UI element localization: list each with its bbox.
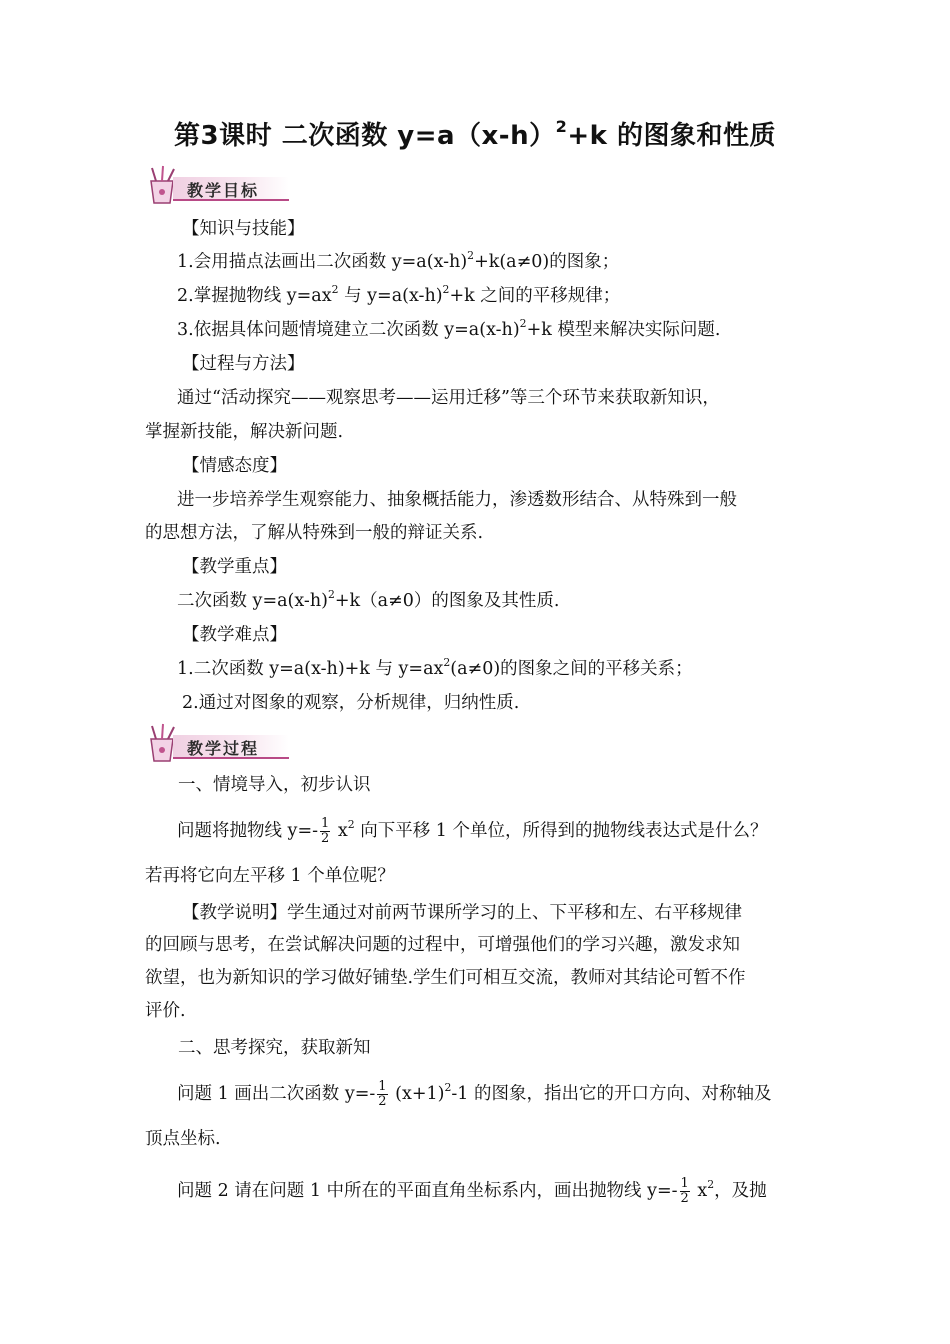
section-banner-process bbox=[143, 723, 293, 763]
process-method-text-1: 通过“活动探究——观察思考——运用迁移”等三个环节来获取新知识， bbox=[177, 388, 720, 408]
attitude-heading: 【情感态度】 bbox=[182, 456, 287, 476]
title-superscript: 2 bbox=[555, 116, 568, 136]
banner-label: 教学过程 bbox=[187, 739, 260, 758]
teaching-note-2: 的回顾与思考，在尝试解决问题的过程中，可增强他们的学习兴趣，激发求知 bbox=[145, 935, 740, 955]
teaching-note-3: 欲望，也为新知识的学习做好铺垫.学生们可相互交流，教师对其结论可暂不作 bbox=[145, 968, 746, 988]
process-method-heading: 【过程与方法】 bbox=[182, 354, 305, 374]
section-2-heading: 二、思考探究，获取新知 bbox=[178, 1038, 371, 1058]
teaching-note-1: 【教学说明】学生通过对前两节课所学习的上、下平移和左、右平移规律 bbox=[182, 903, 742, 923]
page-title bbox=[0, 115, 950, 152]
question-2: 问题 2 请在问题 1 中所在的平面直角坐标系内，画出抛物线 y=- $\frac{1}{2}$ $x^2$，及抛 bbox=[177, 1176, 767, 1206]
section-banner-goals bbox=[143, 165, 293, 205]
teaching-note-4: 评价. bbox=[145, 1001, 186, 1021]
knowledge-heading: 【知识与技能】 bbox=[182, 219, 305, 239]
knowledge-item-3: 3.依据具体问题情境建立二次函数 $y=a(x-h)^2+k$ 模型来解决实际问题. bbox=[177, 316, 721, 340]
difficult-points-item-1: 1.二次函数 y=a(x-h)+k 与 $y=ax^2(a\ne 0)$的图象之间的平移关系； bbox=[177, 655, 693, 679]
fraction: $\frac{1}{2}$ bbox=[680, 1176, 689, 1206]
question-0: 问题将抛物线 y=- $\frac{1}{2}$ $x^2$ 向下平移 1 个单位，所得到的抛物线表达式是什么？ bbox=[177, 816, 768, 846]
question-0-continued: 若再将它向左平移 1 个单位呢？ bbox=[145, 866, 395, 886]
banner-bar bbox=[173, 735, 289, 759]
difficult-points-heading: 【教学难点】 bbox=[182, 625, 287, 645]
knowledge-item-2: 2.掌握抛物线 $y=ax^2$ 与 $y=a(x-h)^2+k$ 之间的平移规律； bbox=[177, 282, 621, 306]
knowledge-item-1: 1.会用描点法画出二次函数 $y=a(x-h)^2+k(a\ne 0)$的图象； bbox=[177, 248, 620, 272]
process-method-text-2: 掌握新技能，解决新问题. bbox=[145, 422, 344, 442]
section-1-heading: 一、情境导入，初步认识 bbox=[178, 775, 371, 795]
attitude-text-2: 的思想方法，了解从特殊到一般的辩证关系. bbox=[145, 523, 484, 543]
title-text: 第3课时 二次函数 y=a（x-h） bbox=[174, 121, 556, 151]
question-1-continued: 顶点坐标. bbox=[145, 1129, 221, 1149]
banner-label: 教学目标 bbox=[187, 181, 260, 200]
banner-bar bbox=[173, 177, 289, 201]
question-1: 问题 1 画出二次函数 y=- $\frac{1}{2}$ $(x+1)^2-1$ 的图象，指出它的开口方向、对称轴及 bbox=[177, 1079, 772, 1109]
fraction: $\frac{1}{2}$ bbox=[321, 816, 330, 846]
key-points-text: 二次函数 $y=a(x-h)^2+k(a\ne 0)$的图象及其性质. bbox=[177, 587, 560, 611]
fraction: $\frac{1}{2}$ bbox=[378, 1079, 387, 1109]
attitude-text-1: 进一步培养学生观察能力、抽象概括能力，渗透数形结合、从特殊到一般 bbox=[177, 490, 737, 510]
title-tail: +k 的图象和性质 bbox=[567, 121, 776, 151]
difficult-points-item-2: 2.通过对图象的观察，分析规律，归纳性质. bbox=[182, 693, 520, 713]
key-points-heading: 【教学重点】 bbox=[182, 557, 287, 577]
